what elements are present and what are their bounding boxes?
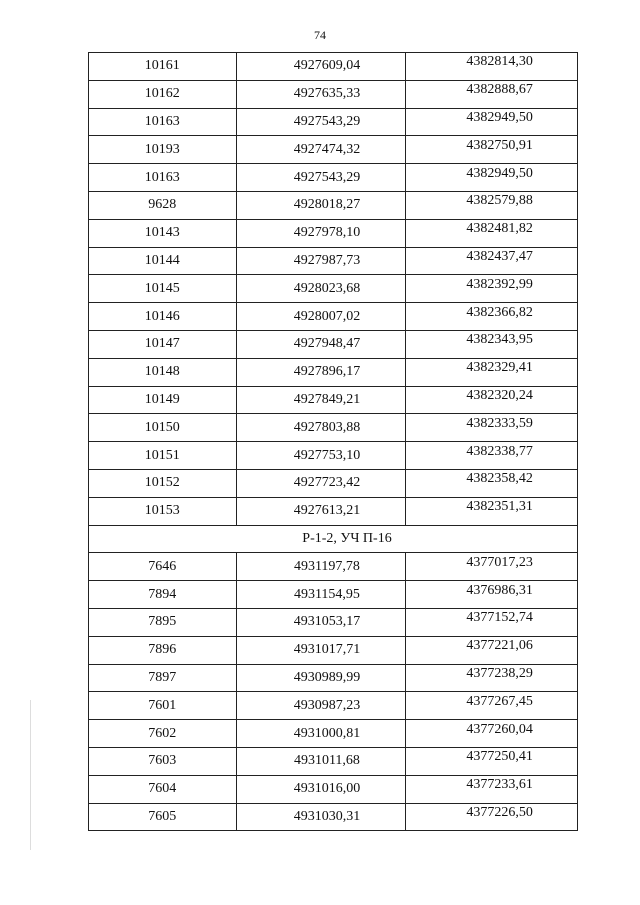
- point-number-value: 10145: [144, 280, 180, 296]
- y-coordinate-value: 4382888,67: [466, 82, 533, 98]
- x-coordinate-value: 4927723,42: [293, 475, 361, 491]
- x-coordinate-value: 4928023,68: [293, 280, 361, 296]
- y-coordinate-value: 4382333,59: [466, 415, 533, 431]
- y-coordinate-cell: [406, 191, 578, 219]
- point-number-value: 7604: [148, 781, 177, 797]
- section-title: Р-1-2, УЧ П-16: [302, 530, 392, 546]
- table-row: [89, 497, 578, 525]
- point-number-cell: [89, 497, 237, 525]
- point-number-value: 10148: [144, 364, 180, 380]
- x-coordinate-cell: [236, 386, 406, 414]
- y-coordinate-value: 4382750,91: [466, 137, 533, 153]
- table-row: [89, 219, 578, 247]
- y-coordinate-value: 4382481,82: [466, 221, 533, 237]
- point-number-value: 7894: [148, 586, 177, 602]
- coordinates-table: [88, 52, 578, 831]
- point-number-value: 7895: [148, 614, 177, 630]
- x-coordinate-value: 4931000,81: [293, 725, 361, 741]
- point-number-cell: [89, 219, 237, 247]
- point-number-value: 10149: [144, 391, 180, 407]
- point-number-value: 10152: [144, 475, 180, 491]
- x-coordinate-value: 4930987,23: [293, 697, 361, 713]
- point-number-cell: [89, 442, 237, 470]
- y-coordinate-value: 4382949,50: [466, 165, 533, 181]
- x-coordinate-cell: [236, 636, 406, 664]
- x-coordinate-value: 4927635,33: [293, 86, 361, 102]
- point-number-value: 10153: [144, 503, 180, 519]
- y-coordinate-value: 4377260,04: [466, 721, 533, 737]
- table-row: [89, 275, 578, 303]
- table-row: [89, 636, 578, 664]
- point-number-cell: [89, 358, 237, 386]
- y-coordinate-cell: [406, 469, 578, 497]
- y-coordinate-cell: [406, 80, 578, 108]
- x-coordinate-value: 4927896,17: [293, 364, 361, 380]
- point-number-value: 10144: [144, 252, 180, 268]
- y-coordinate-value: 4377250,41: [466, 749, 533, 765]
- x-coordinate-cell: [236, 136, 406, 164]
- x-coordinate-value: 4930989,99: [293, 669, 361, 685]
- y-coordinate-cell: [406, 803, 578, 831]
- point-number-cell: [89, 80, 237, 108]
- y-coordinate-cell: [406, 442, 578, 470]
- point-number-value: 10151: [144, 447, 180, 463]
- point-number-cell: [89, 553, 237, 581]
- table-row: [89, 386, 578, 414]
- table-row: [89, 330, 578, 358]
- y-coordinate-cell: [406, 330, 578, 358]
- x-coordinate-cell: [236, 414, 406, 442]
- y-coordinate-value: 4382392,99: [466, 276, 533, 292]
- point-number-cell: [89, 275, 237, 303]
- table-row: [89, 53, 578, 81]
- point-number-value: 10163: [144, 113, 180, 129]
- table-row: [89, 720, 578, 748]
- y-coordinate-value: 4382814,30: [466, 54, 533, 70]
- y-coordinate-value: 4382329,41: [466, 360, 533, 376]
- x-coordinate-cell: [236, 80, 406, 108]
- point-number-cell: [89, 608, 237, 636]
- point-number-value: 9628: [148, 197, 177, 213]
- y-coordinate-value: 4377233,61: [466, 777, 533, 793]
- point-number-cell: [89, 53, 237, 81]
- x-coordinate-cell: [236, 497, 406, 525]
- x-coordinate-cell: [236, 303, 406, 331]
- point-number-value: 7602: [148, 725, 177, 741]
- point-number-cell: [89, 581, 237, 609]
- point-number-cell: [89, 803, 237, 831]
- y-coordinate-value: 4377221,06: [466, 638, 533, 654]
- point-number-cell: [89, 136, 237, 164]
- point-number-value: 10162: [144, 86, 180, 102]
- x-coordinate-value: 4927803,88: [293, 419, 361, 435]
- point-number-value: 10143: [144, 225, 180, 241]
- table-row: [89, 747, 578, 775]
- point-number-value: 10161: [144, 58, 180, 74]
- y-coordinate-cell: [406, 636, 578, 664]
- x-coordinate-value: 4928018,27: [293, 197, 361, 213]
- y-coordinate-value: 4377017,23: [466, 554, 533, 570]
- y-coordinate-value: 4382366,82: [466, 304, 533, 320]
- coordinates-table-body: [89, 53, 578, 831]
- y-coordinate-value: 4382579,88: [466, 193, 533, 209]
- x-coordinate-value: 4927978,10: [293, 225, 361, 241]
- x-coordinate-cell: [236, 191, 406, 219]
- x-coordinate-cell: [236, 692, 406, 720]
- x-coordinate-cell: [236, 108, 406, 136]
- table-row: [89, 664, 578, 692]
- y-coordinate-cell: [406, 275, 578, 303]
- point-number-cell: [89, 414, 237, 442]
- x-coordinate-value: 4931016,00: [293, 781, 361, 797]
- table-row: [89, 581, 578, 609]
- x-coordinate-cell: [236, 53, 406, 81]
- x-coordinate-value: 4928007,02: [293, 308, 361, 324]
- x-coordinate-value: 4927474,32: [293, 141, 361, 157]
- x-coordinate-value: 4931053,17: [293, 614, 361, 630]
- x-coordinate-value: 4931197,78: [293, 558, 360, 574]
- x-coordinate-value: 4927609,04: [293, 58, 361, 74]
- point-number-cell: [89, 164, 237, 192]
- point-number-value: 7605: [148, 808, 177, 824]
- x-coordinate-value: 4927543,29: [293, 169, 361, 185]
- table-row: [89, 303, 578, 331]
- table-row: [89, 164, 578, 192]
- point-number-cell: [89, 108, 237, 136]
- point-number-value: 10150: [144, 419, 180, 435]
- point-number-cell: [89, 191, 237, 219]
- y-coordinate-value: 4382351,31: [466, 499, 533, 515]
- y-coordinate-value: 4382437,47: [466, 248, 533, 264]
- table-row: [89, 80, 578, 108]
- point-number-value: 7646: [148, 558, 177, 574]
- x-coordinate-cell: [236, 581, 406, 609]
- y-coordinate-cell: [406, 414, 578, 442]
- x-coordinate-value: 4927987,73: [293, 252, 361, 268]
- y-coordinate-cell: [406, 247, 578, 275]
- section-row: [89, 525, 578, 553]
- point-number-cell: [89, 303, 237, 331]
- y-coordinate-cell: [406, 775, 578, 803]
- scan-edge-line: [30, 700, 31, 850]
- point-number-value: 7897: [148, 669, 177, 685]
- table-row: [89, 775, 578, 803]
- y-coordinate-cell: [406, 164, 578, 192]
- table-row: [89, 442, 578, 470]
- x-coordinate-cell: [236, 608, 406, 636]
- x-coordinate-cell: [236, 330, 406, 358]
- y-coordinate-cell: [406, 136, 578, 164]
- table-row: [89, 247, 578, 275]
- x-coordinate-cell: [236, 164, 406, 192]
- point-number-cell: [89, 720, 237, 748]
- table-row: [89, 414, 578, 442]
- x-coordinate-cell: [236, 803, 406, 831]
- table-row: [89, 191, 578, 219]
- y-coordinate-cell: [406, 720, 578, 748]
- table-row: [89, 553, 578, 581]
- x-coordinate-value: 4927543,29: [293, 113, 361, 129]
- x-coordinate-value: 4931017,71: [293, 642, 361, 658]
- point-number-cell: [89, 469, 237, 497]
- table-row: [89, 136, 578, 164]
- y-coordinate-cell: [406, 553, 578, 581]
- x-coordinate-cell: [236, 775, 406, 803]
- x-coordinate-cell: [236, 442, 406, 470]
- y-coordinate-cell: [406, 53, 578, 81]
- y-coordinate-cell: [406, 386, 578, 414]
- point-number-cell: [89, 664, 237, 692]
- point-number-cell: [89, 247, 237, 275]
- point-number-value: 7896: [148, 642, 177, 658]
- y-coordinate-cell: [406, 608, 578, 636]
- x-coordinate-cell: [236, 747, 406, 775]
- point-number-cell: [89, 636, 237, 664]
- point-number-value: 7603: [148, 753, 177, 769]
- y-coordinate-value: 4377226,50: [466, 804, 533, 820]
- y-coordinate-value: 4377238,29: [466, 665, 533, 681]
- x-coordinate-cell: [236, 219, 406, 247]
- table-row: [89, 358, 578, 386]
- y-coordinate-cell: [406, 747, 578, 775]
- table-row: [89, 469, 578, 497]
- y-coordinate-cell: [406, 108, 578, 136]
- y-coordinate-value: 4376986,31: [466, 582, 533, 598]
- point-number-value: 10146: [144, 308, 180, 324]
- x-coordinate-cell: [236, 469, 406, 497]
- y-coordinate-cell: [406, 581, 578, 609]
- point-number-cell: [89, 775, 237, 803]
- point-number-cell: [89, 386, 237, 414]
- x-coordinate-value: 4931030,31: [293, 808, 361, 824]
- point-number-value: 7601: [148, 697, 177, 713]
- x-coordinate-value: 4927613,21: [293, 503, 361, 519]
- y-coordinate-cell: [406, 358, 578, 386]
- x-coordinate-cell: [236, 275, 406, 303]
- point-number-cell: [89, 692, 237, 720]
- x-coordinate-value: 4927753,10: [293, 447, 361, 463]
- y-coordinate-value: 4382343,95: [466, 332, 533, 348]
- point-number-value: 10193: [144, 141, 180, 157]
- table-row: [89, 803, 578, 831]
- section-title-cell: [89, 525, 578, 553]
- x-coordinate-cell: [236, 720, 406, 748]
- y-coordinate-value: 4377152,74: [466, 610, 533, 626]
- x-coordinate-cell: [236, 358, 406, 386]
- x-coordinate-value: 4931154,95: [293, 586, 360, 602]
- table-row: [89, 608, 578, 636]
- x-coordinate-value: 4931011,68: [293, 753, 360, 769]
- y-coordinate-value: 4382320,24: [466, 387, 533, 403]
- x-coordinate-cell: [236, 553, 406, 581]
- table-row: [89, 692, 578, 720]
- page-number: 74: [314, 28, 326, 42]
- y-coordinate-cell: [406, 303, 578, 331]
- y-coordinate-value: 4382949,50: [466, 109, 533, 125]
- y-coordinate-value: 4382338,77: [466, 443, 533, 459]
- x-coordinate-value: 4927849,21: [293, 391, 361, 407]
- table-row: [89, 108, 578, 136]
- y-coordinate-cell: [406, 497, 578, 525]
- y-coordinate-cell: [406, 692, 578, 720]
- y-coordinate-cell: [406, 219, 578, 247]
- point-number-cell: [89, 747, 237, 775]
- y-coordinate-cell: [406, 664, 578, 692]
- y-coordinate-value: 4377267,45: [466, 693, 533, 709]
- point-number-value: 10163: [144, 169, 180, 185]
- x-coordinate-cell: [236, 247, 406, 275]
- y-coordinate-value: 4382358,42: [466, 471, 533, 487]
- point-number-value: 10147: [144, 336, 180, 352]
- point-number-cell: [89, 330, 237, 358]
- x-coordinate-value: 4927948,47: [293, 336, 361, 352]
- x-coordinate-cell: [236, 664, 406, 692]
